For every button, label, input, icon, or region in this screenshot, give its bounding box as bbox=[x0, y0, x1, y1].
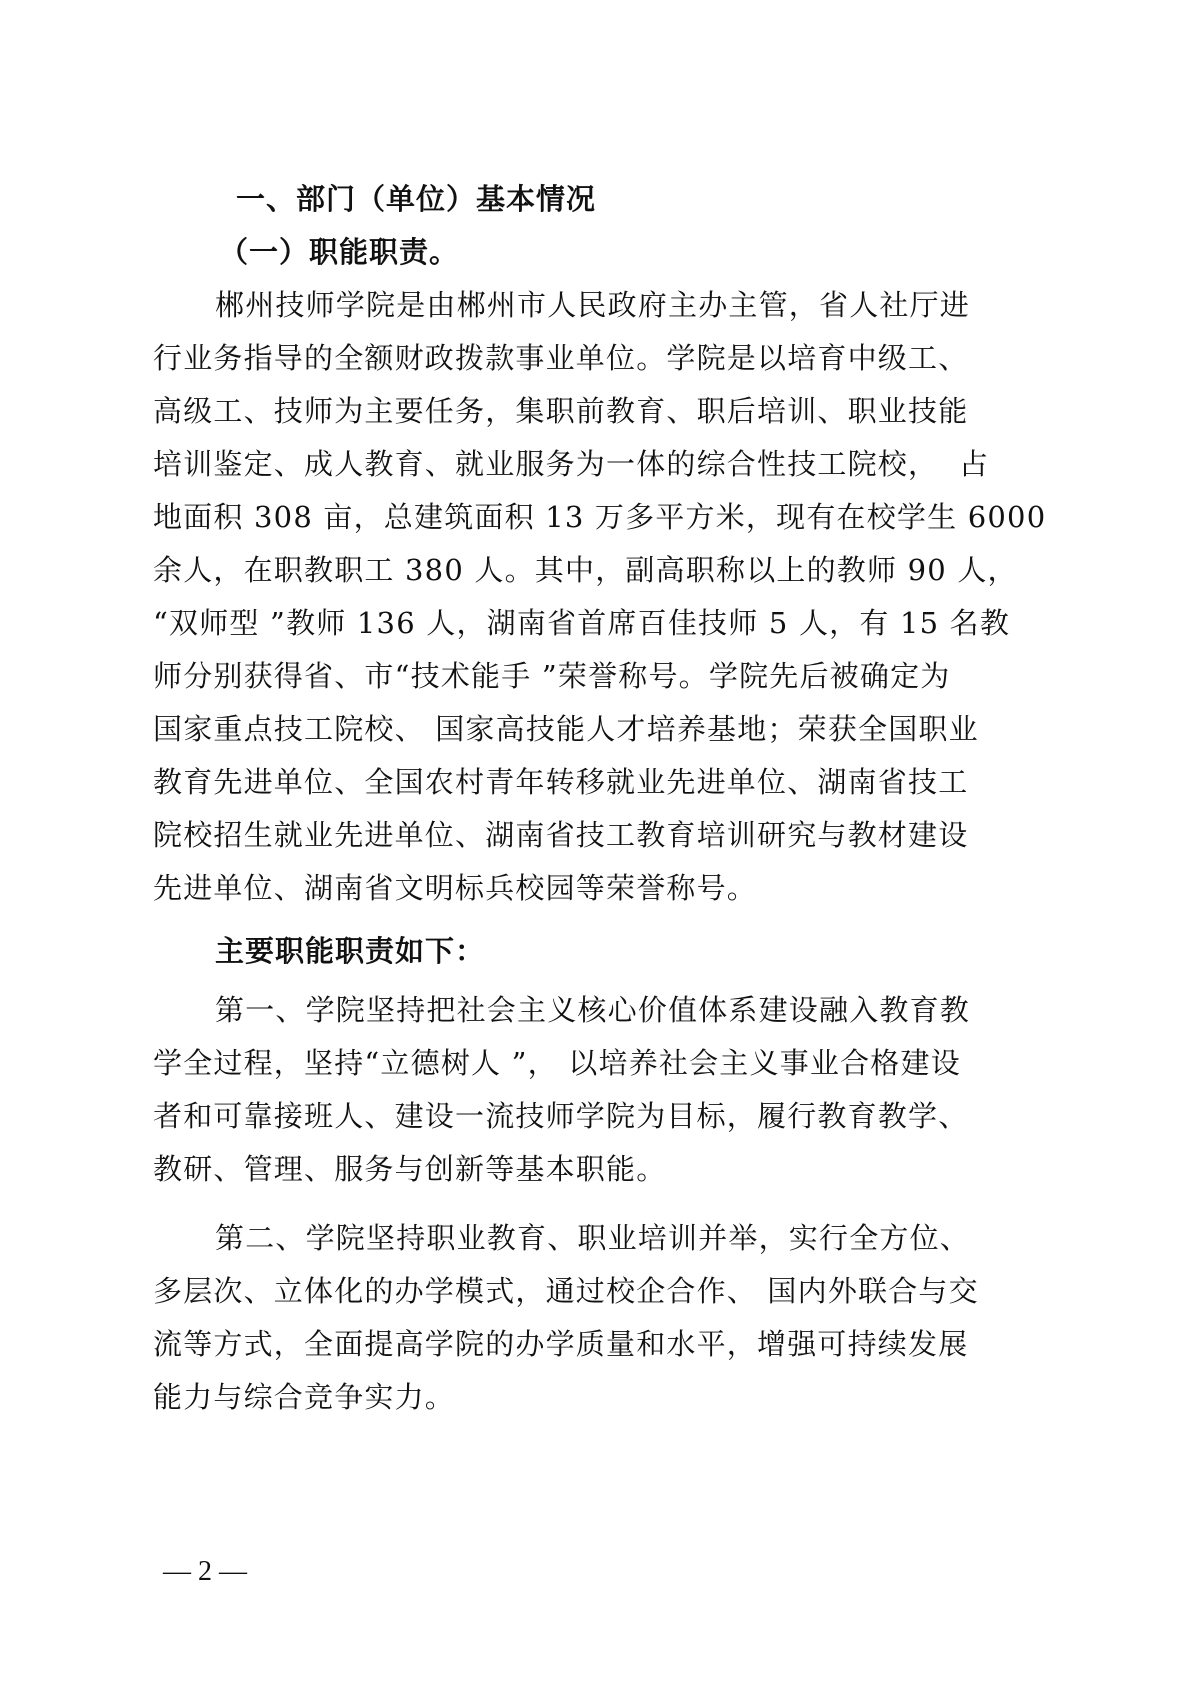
text-line: 国家重点技工院校、 国家高技能人才培养基地；荣获全国职业 bbox=[153, 712, 979, 746]
text-line: 师分别获得省、市“技术能手 ”荣誉称号。学院先后被确定为 bbox=[153, 659, 951, 693]
text-line: 教研、管理、服务与创新等基本职能。 bbox=[153, 1152, 667, 1186]
text-line: 流等方式，全面提高学院的办学质量和水平，增强可持续发展 bbox=[153, 1327, 969, 1361]
text-line: 院校招生就业先进单位、湖南省技工教育培训研究与教材建设 bbox=[153, 818, 969, 852]
text-line: 第一、学院坚持把社会主义核心价值体系建设融入教育教 bbox=[215, 993, 971, 1027]
text-line: 余人，在职教职工 380 人。其中，副高职称以上的教师 90 人， bbox=[153, 553, 1018, 587]
text-line: 者和可靠接班人、建设一流技师学院为目标，履行教育教学、 bbox=[153, 1099, 969, 1133]
text-line: 郴州技师学院是由郴州市人民政府主办主管，省人社厅进 bbox=[215, 288, 971, 322]
text-line: 行业务指导的全额财政拨款事业单位。学院是以培育中级工、 bbox=[153, 341, 969, 375]
page-number: — 2 — bbox=[163, 1556, 247, 1587]
text-line: 多层次、立体化的办学模式，通过校企合作、 国内外联合与交 bbox=[153, 1274, 979, 1308]
text-line: 高级工、技师为主要任务，集职前教育、职后培训、职业技能 bbox=[153, 394, 969, 428]
text-line: 教育先进单位、全国农村青年转移就业先进单位、湖南省技工 bbox=[153, 765, 969, 799]
text-line: 学全过程，坚持“立德树人 ”， 以培养社会主义事业合格建设 bbox=[153, 1046, 961, 1080]
text-line: 能力与综合竞争实力。 bbox=[153, 1380, 456, 1414]
text-line: 第二、学院坚持职业教育、职业培训并举，实行全方位、 bbox=[215, 1221, 971, 1255]
section-heading: 一、部门（单位）基本情况 bbox=[236, 182, 597, 216]
text-line: 地面积 308 亩，总建筑面积 13 万多平方米，现有在校学生 6000 bbox=[153, 500, 1047, 534]
text-line: 先进单位、湖南省文明标兵校园等荣誉称号。 bbox=[153, 871, 758, 905]
main-duties-heading: 主要职能职责如下： bbox=[215, 934, 486, 968]
text-line: 培训鉴定、成人教育、就业服务为一体的综合性技工院校， 占 bbox=[153, 447, 990, 481]
text-line: “双师型 ”教师 136 人，湖南省首席百佳技师 5 人，有 15 名教 bbox=[153, 606, 1011, 640]
subheading: （一）职能职责。 bbox=[219, 235, 460, 269]
